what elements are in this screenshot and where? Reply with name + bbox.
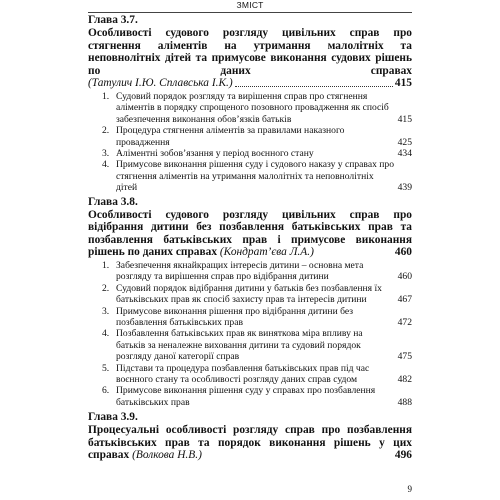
section-title: Примусове виконання рішення про відібрання дитини без позбавлення батьківських прав: [116, 305, 354, 329]
list-item[interactable]: [88, 260, 412, 283]
list-item[interactable]: [88, 159, 412, 193]
section-number: 5.: [102, 362, 110, 374]
section-title: Примусове виконання рішення суду і судового наказу у справах про стягнення аліментів на утримання малолітніх та неповнолітніх дітей: [116, 159, 395, 194]
list-item[interactable]: [88, 306, 412, 329]
chapter-page: 460: [394, 246, 412, 259]
chapter-label: Глава 3.9.: [88, 411, 138, 424]
running-header: [88, 0, 412, 13]
list-item[interactable]: [88, 91, 412, 125]
section-title: Аліментні зобов’язання у період воєнного стану: [116, 148, 314, 159]
list-item[interactable]: [88, 125, 412, 148]
section-number: 2.: [102, 282, 110, 294]
section-title: Судовий порядок відібрання дитини у батьків без позбавлення їх батьківських прав як спосіб захисту прав та інтересів дитини: [116, 282, 382, 306]
section-number: 2.: [102, 125, 110, 137]
section-list: [88, 91, 412, 194]
section-page: 439: [397, 182, 412, 194]
section-page: 467: [397, 294, 412, 306]
chapter-heading[interactable]: [88, 424, 412, 462]
chapter-heading-text: Процесуальні особливості розгляду справ про позбавлення батьківських прав та порядок виконання рішень у цих справах: [88, 424, 412, 462]
table-of-contents: [88, 14, 412, 462]
section-page: 460: [397, 271, 412, 283]
chapter-3-9: [88, 411, 412, 462]
chapter-authors: (Волкова Н.В.): [132, 449, 202, 462]
chapter-heading-text: Особливості судового розгляду цивільних справ про відібрання дитини без позбавлення батьківських прав та позбавлення батьківських прав і примусове виконання рішень по даних справах: [88, 208, 412, 259]
section-number: 4.: [102, 328, 110, 340]
page-number: 9: [407, 484, 412, 494]
section-title: Примусове виконання рішення суду у справах про позбавлення батьківських прав: [116, 385, 376, 408]
list-item[interactable]: [88, 283, 412, 306]
header-title: ЗМІСТ: [236, 0, 264, 10]
section-title: Процедура стягнення аліментів за правилами наказного провадження: [116, 125, 345, 148]
section-number: 4.: [102, 159, 110, 171]
section-title: Підстави та процедура позбавлення батьківських прав під час воєнного стану та особливості розгляду даних справ судом: [116, 362, 370, 386]
section-page: 488: [397, 396, 412, 408]
chapter-3-8: [88, 196, 412, 409]
chapter-label: Глава 3.8.: [88, 195, 138, 208]
chapter-authors: (Татулич І.Ю. Сплавська І.К.): [88, 77, 233, 90]
section-page: 475: [397, 351, 412, 363]
section-number: 3.: [102, 305, 110, 317]
list-item[interactable]: [88, 328, 412, 362]
section-number: 3.: [102, 148, 110, 159]
section-page: 472: [397, 317, 412, 329]
chapter-heading[interactable]: [88, 27, 412, 90]
section-page: 434: [397, 148, 412, 159]
list-item[interactable]: [88, 363, 412, 386]
section-title: Судовий порядок розгляду та вирішення справ про стягнення аліментів в порядку спрощеного позовного провадження як спосіб забезпечення виконання обов’язків батьків: [116, 90, 389, 125]
chapter-authors: (Кондрат’єва Л.А.): [219, 246, 314, 259]
list-item[interactable]: [88, 148, 412, 159]
section-number: 1.: [102, 90, 110, 102]
chapter-page: 415: [394, 77, 412, 90]
chapter-heading-text: Особливості судового розгляду цивільних справ про стягнення аліментів на утримання малолітніх та неповнолітніх дітей та примусове виконання судових рішень по даних справах: [88, 27, 412, 77]
section-page: 415: [397, 113, 412, 125]
chapter-page: 496: [394, 449, 412, 462]
section-title: Позбавлення батьківських прав як виняткова міра впливу на батьків за неналежне виховання дитини та судовий порядок розгляду даної категорії справ: [116, 328, 363, 363]
chapter-3-7: [88, 14, 412, 194]
section-number: 6.: [102, 385, 110, 397]
section-list: [88, 260, 412, 408]
section-page: 482: [397, 374, 412, 386]
dot-leader: [235, 86, 393, 87]
chapter-heading[interactable]: [88, 209, 412, 259]
chapter-label: Глава 3.7.: [88, 14, 138, 26]
section-page: 425: [397, 136, 412, 148]
section-number: 1.: [102, 260, 110, 271]
section-title: Забезпечення якнайкращих інтересів дитини – основна мета розгляду та вирішення справ про відібрання дитини: [116, 260, 364, 283]
list-item[interactable]: [88, 385, 412, 408]
